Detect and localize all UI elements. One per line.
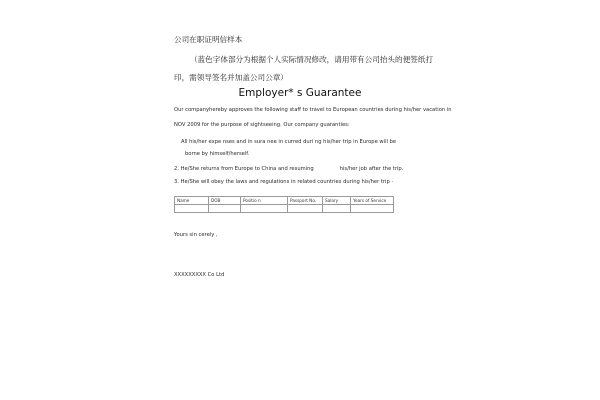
letter-title: Employer* s Guarantee bbox=[238, 87, 362, 99]
guarantee-item-2 bbox=[174, 166, 403, 172]
guarantee-item-1-continued: borne by himself/herself. bbox=[185, 151, 250, 157]
staff-table-header-row bbox=[175, 197, 394, 205]
table-row bbox=[175, 205, 394, 213]
guarantee-item-2-part-a: 2. He/She returns from Europe to China and resuming bbox=[174, 166, 314, 172]
col-dob-header: DOB bbox=[209, 197, 241, 205]
table-cell bbox=[288, 205, 323, 213]
col-name-header: Name bbox=[175, 197, 209, 205]
col-passport-header: Passport No. bbox=[288, 197, 323, 205]
closing-salutation: Yours sin cerely , bbox=[174, 232, 218, 238]
paragraph-approval-continued: NOV 2009 for the purpose of sightseeing. Our company guaranties: bbox=[174, 122, 350, 128]
table-cell bbox=[241, 205, 288, 213]
company-name: XXXXXXXXX Co Ltd bbox=[174, 272, 225, 278]
col-years-header: Years of Service bbox=[351, 197, 394, 205]
guarantee-item-3: 3. He/She will obey the laws and regulations in related countries during his/her trip · bbox=[174, 179, 394, 185]
table-cell bbox=[323, 205, 351, 213]
instruction-line-1: 公司在职证明信样本 bbox=[174, 35, 243, 44]
paragraph-approval: Our companyhereby approves the following staff to travel to European countries during his/her vacation in bbox=[174, 107, 452, 113]
col-position-header: Positio n bbox=[241, 197, 288, 205]
table-cell bbox=[209, 205, 241, 213]
instruction-line-2: （蓝色字体部分为根据个人实际情况修改，请用带有公司抬头的便签纸打 bbox=[190, 55, 433, 64]
guarantee-item-1: All his/her expe nses and in sura nee in curred duri ng his/her trip in Europe will be bbox=[181, 139, 397, 145]
col-salary-header: Salary bbox=[323, 197, 351, 205]
staff-table bbox=[174, 196, 394, 213]
table-cell bbox=[351, 205, 394, 213]
instruction-line-3: 印，需领导签名并加盖公司公章） bbox=[174, 73, 288, 82]
table-cell bbox=[175, 205, 209, 213]
guarantee-item-2-part-b: his/her job after the trip. bbox=[339, 166, 404, 172]
